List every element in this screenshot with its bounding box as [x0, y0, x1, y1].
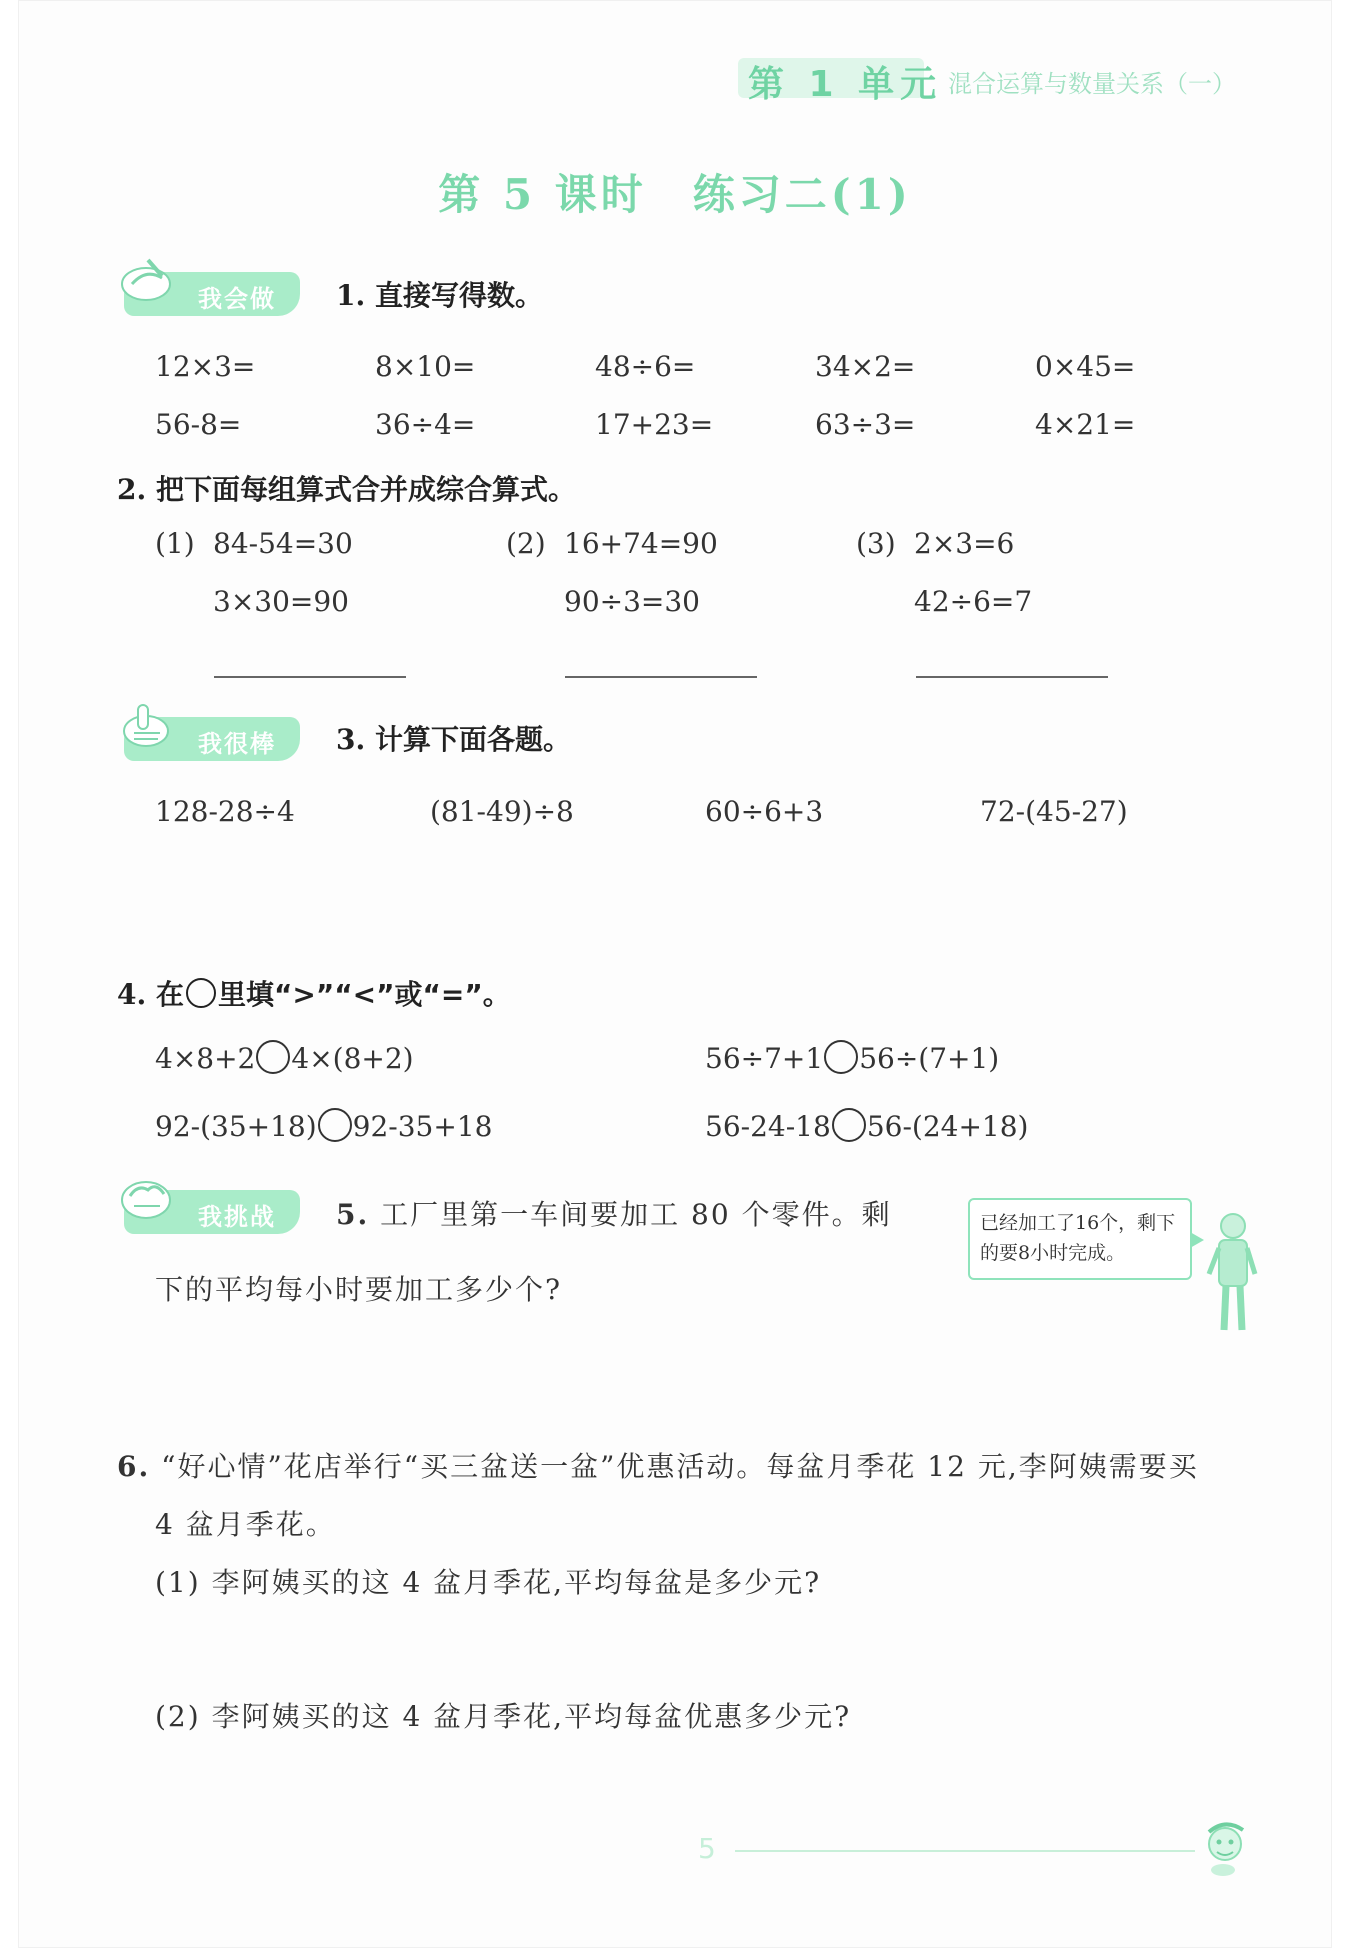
q4-r1-i1-right: 4×(8+2) — [291, 1042, 414, 1075]
q1-r1-c3: 48÷6= — [595, 350, 696, 383]
q1-r1-c1: 12×3= — [155, 350, 256, 383]
badge-label: 我很棒 — [198, 730, 276, 758]
lesson-title: 第 5 课时 练习二(1) — [438, 170, 912, 219]
q4-r1-i1-left: 4×8+2 — [155, 1042, 256, 1075]
q2-g2-a: 16+74=90 — [564, 527, 718, 560]
q1-r2-c3: 17+23= — [595, 408, 714, 441]
compare-circle[interactable] — [256, 1040, 290, 1074]
q1-title-text: 直接写得数。 — [374, 279, 543, 312]
q6-line-2: 4 盆月季花。 — [155, 1508, 336, 1541]
q4-r2-item-1 — [155, 1108, 492, 1143]
q1-r2-c1: 56-8= — [155, 408, 242, 441]
q4-r1-item-2 — [705, 1040, 999, 1075]
q3-title — [336, 718, 571, 758]
q2-g3-a: 2×3=6 — [914, 527, 1015, 560]
q2-g2-b: 90÷3=30 — [564, 585, 700, 618]
q3-item-3: 60÷6+3 — [705, 795, 824, 828]
mascot-icon — [1195, 1816, 1259, 1880]
q6-sub-1: (1) 李阿姨买的这 4 盆月季花,平均每盆是多少元? — [155, 1566, 822, 1599]
q2-g2-answer-line — [565, 676, 757, 678]
q4-r1-item-1 — [155, 1040, 414, 1075]
q1-r2-c4: 63÷3= — [815, 408, 916, 441]
q2-g3-label: (3) — [856, 527, 896, 560]
circle-icon — [186, 978, 216, 1008]
q2-g2-label: (2) — [506, 527, 546, 560]
unit-title: 第 1 单元 — [748, 64, 943, 105]
badge-label: 我挑战 — [198, 1203, 276, 1231]
fist-icon — [118, 1172, 176, 1222]
q2-number: 2. — [117, 473, 147, 506]
q1-title — [336, 274, 543, 314]
q4-r2-i2-right: 56-(24+18) — [866, 1110, 1029, 1143]
q4-r2-i1-right: 92-35+18 — [352, 1110, 493, 1143]
worker-figure-icon — [1205, 1208, 1261, 1338]
q5-line-2: 下的平均每小时要加工多少个? — [155, 1273, 563, 1306]
compare-circle[interactable] — [824, 1040, 858, 1074]
q5-line-1-text: 工厂里第一车间要加工 80 个零件。剩 — [380, 1198, 892, 1231]
q1-number: 1. — [336, 279, 366, 312]
q2-title — [117, 468, 576, 508]
q2-g1-answer-line — [214, 676, 406, 678]
q4-number: 4. — [117, 978, 147, 1011]
q1-r1-c4: 34×2= — [815, 350, 916, 383]
q6-number: 6. — [117, 1450, 151, 1483]
q4-title — [117, 973, 511, 1013]
compare-circle[interactable] — [832, 1108, 866, 1142]
thumbs-up-icon — [118, 699, 176, 749]
q6-line-1 — [117, 1445, 1199, 1485]
q4-r2-i1-left: 92-(35+18) — [155, 1110, 317, 1143]
q3-title-text: 计算下面各题。 — [374, 723, 571, 756]
q1-r2-c5: 4×21= — [1035, 408, 1136, 441]
speech-bubble: 已经加工了16个，剩下的要8小时完成。 — [968, 1198, 1192, 1280]
q4-r1-i2-right: 56÷(7+1) — [859, 1042, 1000, 1075]
badge-challenge — [124, 1190, 300, 1234]
q4-title-post: 里填“>”“<”或“=”。 — [218, 978, 511, 1011]
q1-r1-c2: 8×10= — [375, 350, 476, 383]
badge-great — [124, 717, 300, 761]
q3-number: 3. — [336, 723, 366, 756]
q3-item-1: 128-28÷4 — [155, 795, 295, 828]
q1-r2-c2: 36÷4= — [375, 408, 476, 441]
page-number: 5 — [698, 1832, 716, 1865]
q2-g3-b: 42÷6=7 — [914, 585, 1033, 618]
q2-g1-label: (1) — [155, 527, 195, 560]
q5-number: 5. — [336, 1198, 370, 1231]
q6-line-1-text: “好心情”花店举行“买三盆送一盆”优惠活动。每盆月季花 12 元,李阿姨需要买 — [161, 1450, 1199, 1483]
speech-bubble-tail — [1190, 1232, 1204, 1248]
unit-subtitle: 混合运算与数量关系（一） — [948, 70, 1236, 98]
q5-line-1 — [336, 1193, 892, 1233]
hand-writing-icon — [118, 254, 176, 304]
badge-label: 我会做 — [198, 285, 276, 313]
q2-g1-b: 3×30=90 — [213, 585, 349, 618]
q3-item-4: 72-(45-27) — [980, 795, 1128, 828]
q4-title-pre: 在 — [155, 978, 184, 1011]
q2-g3-answer-line — [916, 676, 1108, 678]
q4-r2-item-2 — [705, 1108, 1028, 1143]
footer-line — [735, 1850, 1195, 1852]
badge-can-do — [124, 272, 300, 316]
q2-g1-a: 84-54=30 — [213, 527, 353, 560]
q3-item-2: (81-49)÷8 — [430, 795, 574, 828]
q4-r1-i2-left: 56÷7+1 — [705, 1042, 824, 1075]
compare-circle[interactable] — [318, 1108, 352, 1142]
q6-sub-2: (2) 李阿姨买的这 4 盆月季花,平均每盆优惠多少元? — [155, 1700, 852, 1733]
q1-r1-c5: 0×45= — [1035, 350, 1136, 383]
q2-title-text: 把下面每组算式合并成综合算式。 — [155, 473, 576, 506]
q4-r2-i2-left: 56-24-18 — [705, 1110, 831, 1143]
